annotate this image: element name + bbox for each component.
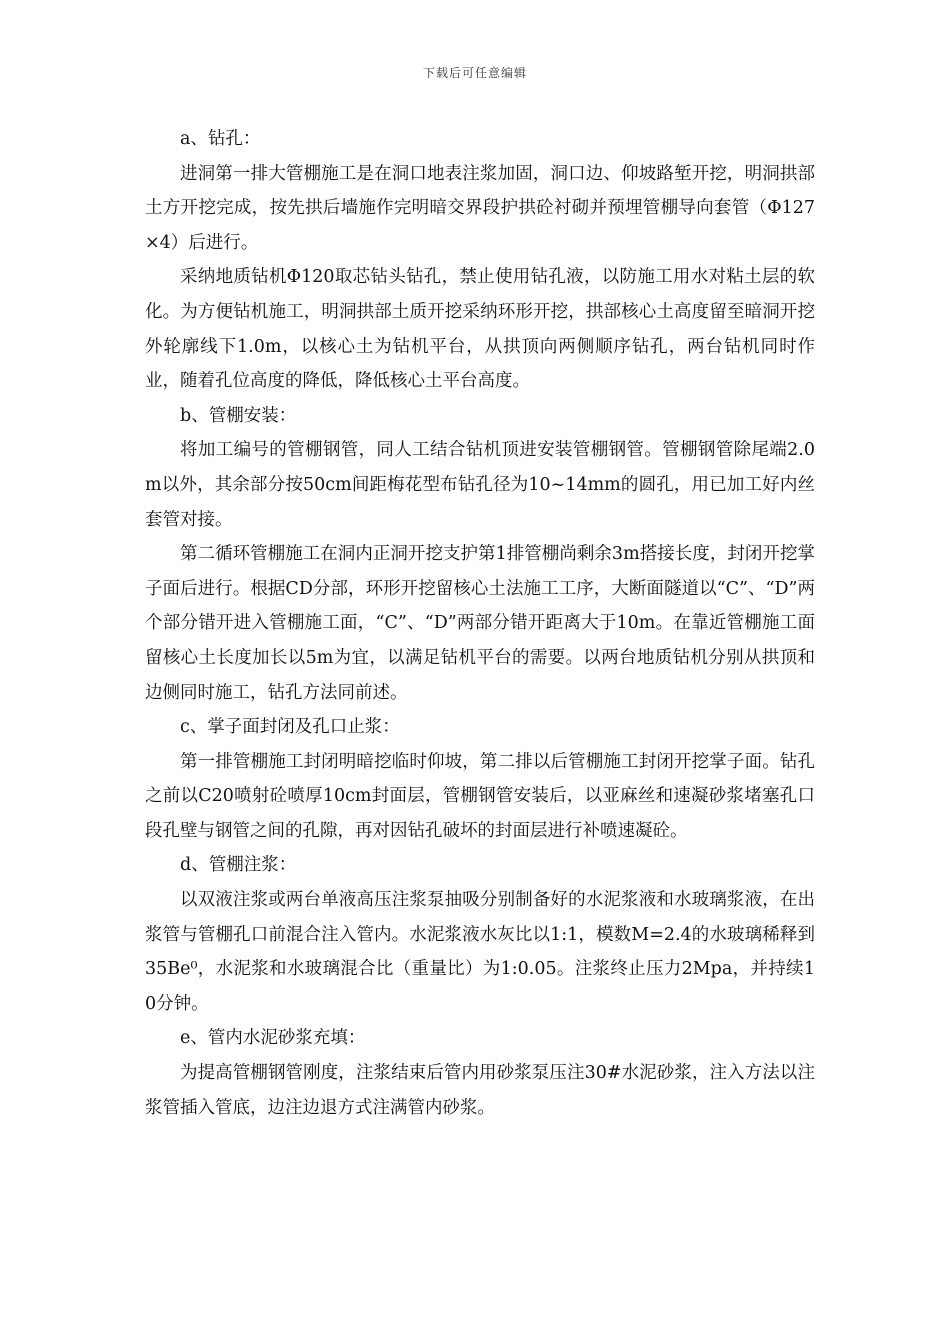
paragraph: 第二循环管棚施工在洞内正洞开挖支护第1排管棚尚剩余3m搭接长度，封闭开挖掌子面后进行。根据CD分部，环形开挖留核心土法施工工序，大断面隧道以“C”、“D”两个部分错开进入管棚施工面，“C”、“D”两部分错开距离大于10m。在靠近管棚施工面留核心土长度加长以5m为宜，以满足钻机平台的需要。以两台地质钻机分别从拱顶和边侧同时施工，钻孔方法同前述。 bbox=[145, 544, 815, 703]
paragraph: 第一排管棚施工封闭明暗挖临时仰坡，第二排以后管棚施工封闭开挖掌子面。钻孔之前以C20喷射砼喷厚10cm封面层，管棚钢管安装后，以亚麻丝和速凝砂浆堵塞孔口段孔壁与钢管之间的孔隙，再对因钻孔破坏的封面层进行补喷速凝砼。 bbox=[145, 751, 815, 841]
paragraph: 进洞第一排大管棚施工是在洞口地表注浆加固，洞口边、仰坡路堑开挖，明洞拱部土方开挖完成，按先拱后墙施作完明暗交界段护拱砼衬砌并预埋管棚导向套管（Φ127×4）后进行。 bbox=[145, 163, 815, 253]
document-body bbox=[145, 122, 815, 1125]
section-heading-c: c、掌子面封闭及孔口止浆： bbox=[180, 717, 400, 738]
page-header: 下载后可任意编辑 bbox=[422, 66, 527, 80]
paragraph: 将加工编号的管棚钢管，同人工结合钻机顶进安装管棚钢管。管棚钢管除尾端2.0m以外，其余部分按50cm间距梅花型布钻孔径为10~14mm的圆孔，用已加工好内丝套管对接。 bbox=[145, 440, 815, 530]
section-heading-d: d、管棚注浆： bbox=[180, 855, 297, 876]
paragraph: 为提高管棚钢管刚度，注浆结束后管内用砂浆泵压注30#水泥砂浆，注入方法以注浆管插入管底，边注边退方式注满管内砂浆。 bbox=[145, 1063, 815, 1118]
section-heading-b: b、管棚安装： bbox=[180, 405, 297, 426]
section-heading-a: a、钻孔： bbox=[180, 129, 261, 149]
paragraph: 采纳地质钻机Φ120取芯钻头钻孔，禁止使用钻孔液，以防施工用水对粘土层的软化。为方便钻机施工，明洞拱部土质开挖采纳环形开挖，拱部核心土高度留至暗洞开挖外轮廓线下1.0m，以核心土为钻机平台，从拱顶向两侧顺序钻孔，两台钻机同时作业，随着孔位高度的降低，降低核心土平台高度。 bbox=[145, 267, 815, 392]
section-heading-e: e、管内水泥砂浆充填： bbox=[180, 1028, 366, 1049]
paragraph: 以双液注浆或两台单液高压注浆泵抽吸分别制备好的水泥浆液和水玻璃浆液，在出浆管与管棚孔口前混合注入管内。水泥浆液水灰比以1:1，模数M=2.4的水玻璃稀释到35Be⁰，水泥浆和水玻璃混合比（重量比）为1:0.05。注浆终止压力2Mpa，并持续10分钟。 bbox=[145, 890, 815, 1014]
